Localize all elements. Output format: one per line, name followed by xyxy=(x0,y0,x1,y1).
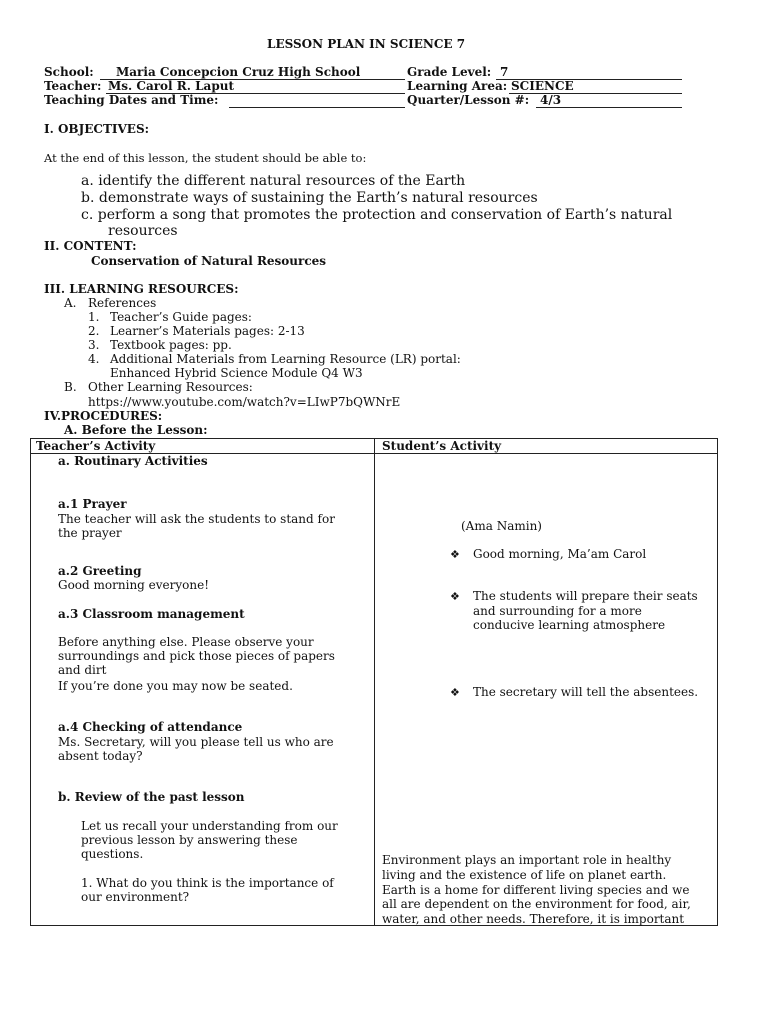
objective-a: a. identify the different natural resources of the Earth xyxy=(81,173,466,189)
ref-1-num: 1. xyxy=(88,310,100,324)
bullet-diamond-icon: ❖ xyxy=(450,590,460,603)
procedures-heading: IV.PROCEDURES: xyxy=(44,409,163,423)
teacher-label: Teacher: xyxy=(44,79,102,93)
student-seats-line-1: The students will prepare their seats xyxy=(473,589,698,603)
col-teacher-header: Teacher’s Activity xyxy=(36,439,156,453)
ref-1-text: Teacher’s Guide pages: xyxy=(110,310,252,324)
student-answer-line-2: living and the existence of life on planet earth. xyxy=(382,868,667,882)
question-1-line-2: our environment? xyxy=(81,890,190,904)
ref-a-label: References xyxy=(88,296,157,310)
grade-label: Grade Level: xyxy=(407,65,492,79)
review-heading: b. Review of the past lesson xyxy=(58,790,245,804)
school-value: Maria Concepcion Cruz High School xyxy=(100,65,405,80)
ref-2-num: 2. xyxy=(88,324,100,338)
attendance-line-1: Ms. Secretary, will you please tell us who are xyxy=(58,735,334,749)
review-line-3: questions. xyxy=(81,847,144,861)
student-answer-line-5: water, and other needs. Therefore, it is important xyxy=(382,912,685,926)
objective-c-cont: resources xyxy=(108,223,178,239)
greeting-line: Good morning everyone! xyxy=(58,578,210,592)
classroom-line-4: If you’re done you may now be seated. xyxy=(58,679,293,693)
ref-3-text: Textbook pages: pp. xyxy=(110,338,232,352)
prayer-heading: a.1 Prayer xyxy=(58,497,127,511)
question-1-line-1: 1. What do you think is the importance of xyxy=(81,876,334,890)
prayer-line-1: The teacher will ask the students to stand for xyxy=(58,512,335,526)
objective-c: c. perform a song that promotes the protection and conservation of Earth’s natural xyxy=(81,207,673,223)
review-line-2: previous lesson by answering these xyxy=(81,833,298,847)
quarter-label: Quarter/Lesson #: xyxy=(407,93,530,107)
area-value: SCIENCE xyxy=(509,79,682,94)
student-greeting: Good morning, Ma’am Carol xyxy=(473,547,647,561)
student-answer-line-1: Environment plays an important role in healthy xyxy=(382,853,672,867)
ref-4-num: 4. xyxy=(88,352,100,366)
col-student-header: Student’s Activity xyxy=(382,439,502,453)
ref-3-num: 3. xyxy=(88,338,100,352)
school-label: School: xyxy=(44,65,94,79)
bullet-diamond-icon: ❖ xyxy=(450,686,460,699)
student-seats-line-3: conducive learning atmosphere xyxy=(473,618,666,632)
objectives-heading: I. OBJECTIVES: xyxy=(44,122,150,136)
classroom-line-2: surroundings and pick those pieces of papers xyxy=(58,649,335,663)
bullet-diamond-icon: ❖ xyxy=(450,548,460,561)
student-answer-line-4: all are dependent on the environment for food, air, xyxy=(382,897,691,911)
greeting-heading: a.2 Greeting xyxy=(58,564,142,578)
objective-b: b. demonstrate ways of sustaining the Earth’s natural resources xyxy=(81,190,538,206)
grade-value: 7 xyxy=(496,65,682,80)
objectives-intro: At the end of this lesson, the student should be able to: xyxy=(44,151,367,165)
content-heading: II. CONTENT: xyxy=(44,239,137,253)
before-lesson: A. Before the Lesson: xyxy=(64,423,208,437)
student-prayer: (Ama Namin) xyxy=(461,519,542,533)
classroom-line-1: Before anything else. Please observe your xyxy=(58,635,314,649)
teacher-value: Ms. Carol R. Laput xyxy=(106,79,405,94)
quarter-value: 4/3 xyxy=(536,93,682,108)
dates-label: Teaching Dates and Time: xyxy=(44,93,219,107)
page-title: LESSON PLAN IN SCIENCE 7 xyxy=(267,37,466,51)
ref-4-text: Additional Materials from Learning Resource (LR) portal: xyxy=(110,352,461,366)
resources-heading: III. LEARNING RESOURCES: xyxy=(44,282,239,296)
ref-4-cont: Enhanced Hybrid Science Module Q4 W3 xyxy=(110,366,363,380)
ref-2-text: Learner’s Materials pages: 2-13 xyxy=(110,324,305,338)
resource-url: https://www.youtube.com/watch?v=LIwP7bQWNrE xyxy=(88,395,401,409)
attendance-heading: a.4 Checking of attendance xyxy=(58,720,243,734)
area-label: Learning Area: xyxy=(407,79,508,93)
ref-b-letter: B. xyxy=(64,380,77,394)
attendance-line-2: absent today? xyxy=(58,749,143,763)
content-text: Conservation of Natural Resources xyxy=(91,254,327,268)
prayer-line-2: the prayer xyxy=(58,526,122,540)
classroom-line-3: and dirt xyxy=(58,663,107,677)
student-answer-line-3: Earth is a home for different living species and we xyxy=(382,883,690,897)
student-absentees: The secretary will tell the absentees. xyxy=(473,685,699,699)
classroom-heading: a.3 Classroom management xyxy=(58,607,245,621)
review-line-1: Let us recall your understanding from our xyxy=(81,819,338,833)
ref-a-letter: A. xyxy=(64,296,77,310)
routinary-heading: a. Routinary Activities xyxy=(58,454,208,468)
dates-value-line xyxy=(229,93,405,108)
ref-b-label: Other Learning Resources: xyxy=(88,380,253,394)
student-seats-line-2: and surrounding for a more xyxy=(473,604,642,618)
